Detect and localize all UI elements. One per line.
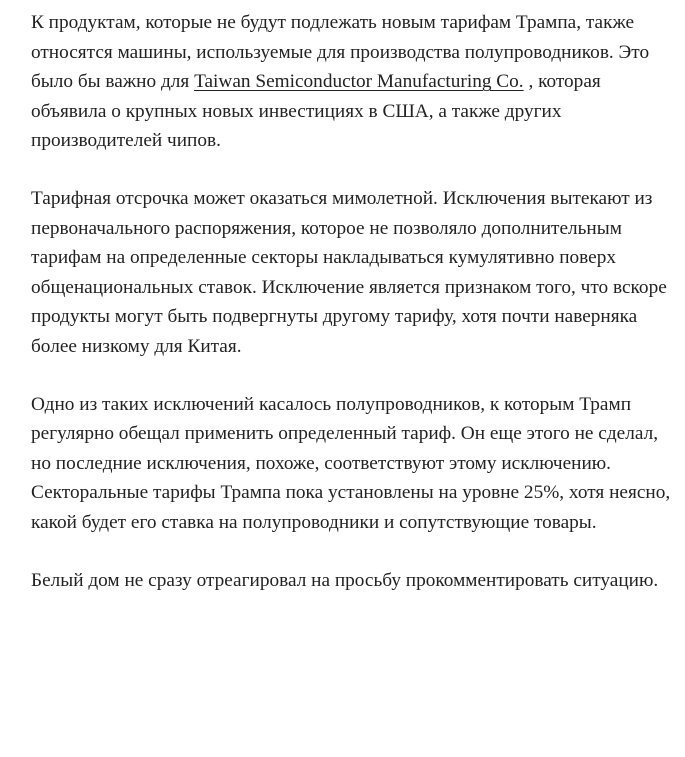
paragraph-1-text-after: , которая объявила о крупных новых инвестициях в США, а также других производителей чипов.	[31, 71, 601, 152]
paragraph-4: Белый дом не сразу отреагировал на просьбу прокомментировать ситуацию.	[31, 569, 659, 591]
article-body	[31, 8, 671, 623]
paragraph-3: Одно из таких исключений касалось полупроводников, к которым Трамп регулярно обещал применить определенный тариф. Он еще этого не сделал, но последние исключения, похоже, соответствуют этому исключению. Секторальные тарифы Трампа пока установлены на уровне 25%, хотя неясно, какой будет его ставка на полупроводники и сопутствующие товары.	[31, 393, 671, 533]
paragraph-2: Тарифная отсрочка может оказаться мимолетной. Исключения вытекают из первоначального распоряжения, которое не позволяло дополнительным тарифам на определенные секторы накладываться кумулятивно поверх общенациональных ставок. Исключение является признаком того, что вскоре продукты могут быть подвергнуты другому тарифу, хотя почти наверняка более низкому для Китая.	[31, 187, 667, 357]
paragraph-1	[31, 8, 671, 156]
tsmc-link[interactable]: Taiwan Semiconductor Manufacturing Co.	[194, 71, 524, 93]
paragraph-1-text-before: К продуктам, которые не будут подлежать новым тарифам Трампа, также относятся машины, используемые для производства полупроводников. Это было бы важно для	[31, 12, 650, 93]
